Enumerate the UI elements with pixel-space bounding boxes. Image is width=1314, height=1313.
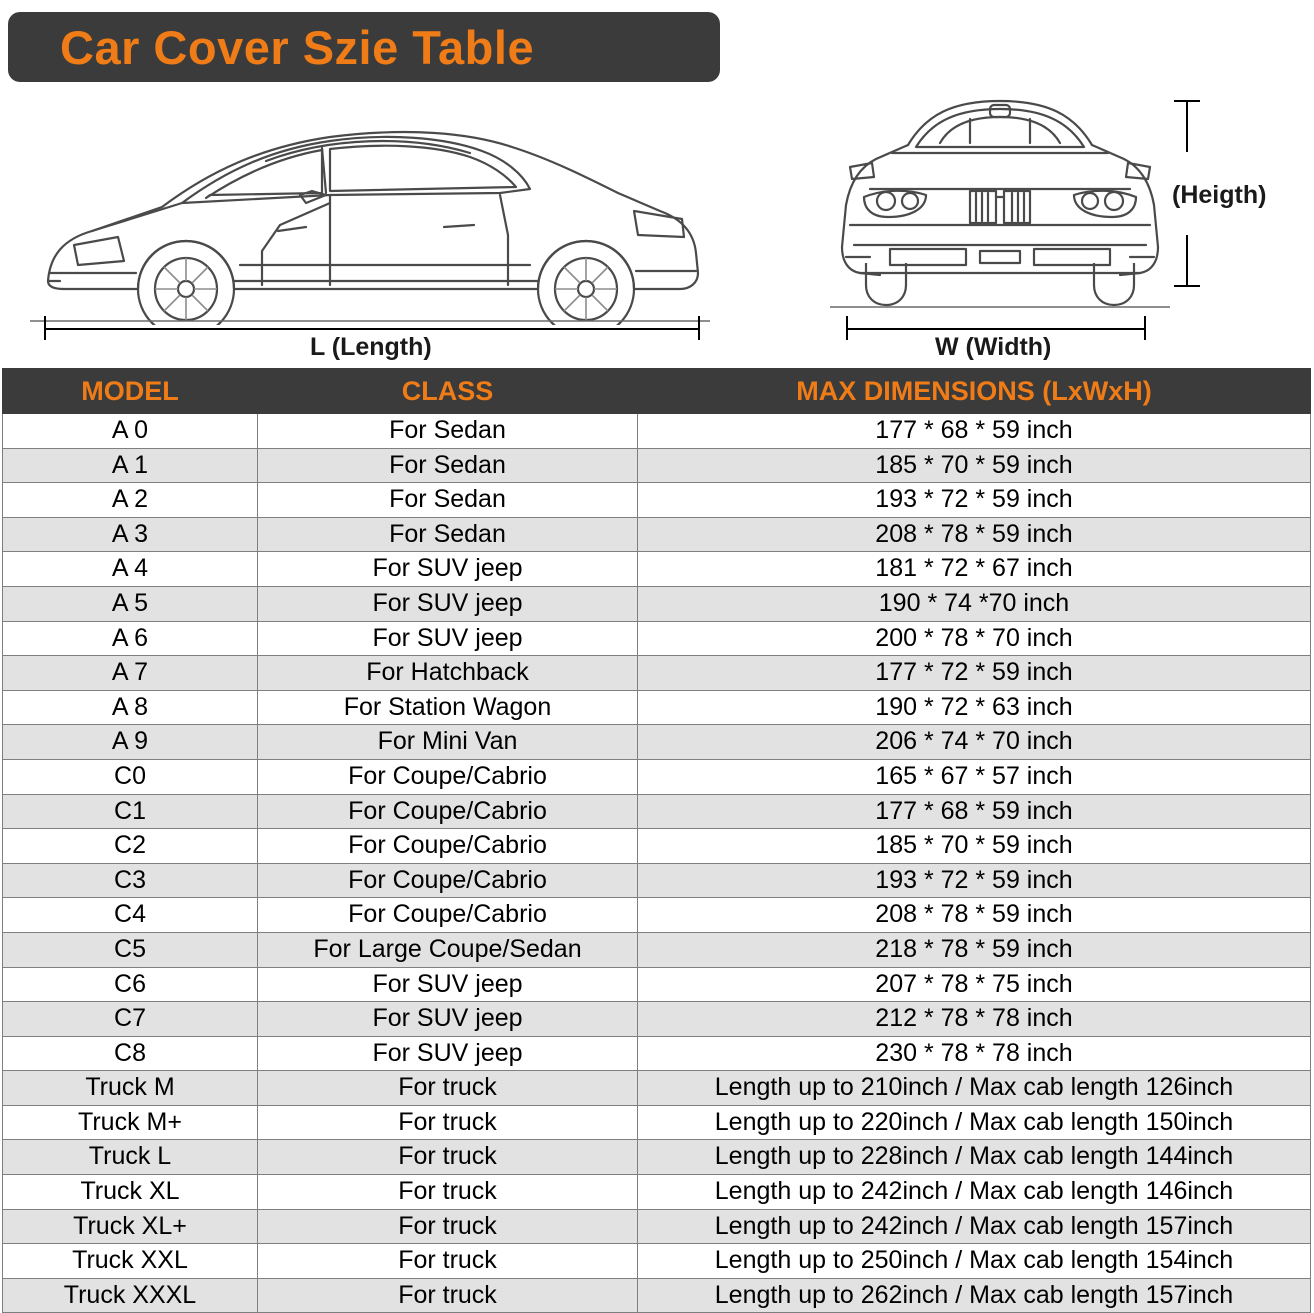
cell-model: Truck XL <box>3 1175 258 1210</box>
cell-model: A 4 <box>3 552 258 587</box>
cell-model: C2 <box>3 829 258 864</box>
cell-max-dimensions: 181 * 72 * 67 inch <box>638 552 1311 587</box>
table-row <box>3 967 1311 1002</box>
table-row <box>3 690 1311 725</box>
cell-class: For Coupe/Cabrio <box>258 759 638 794</box>
length-measure-line <box>44 328 700 330</box>
cell-model: C6 <box>3 967 258 1002</box>
cell-max-dimensions: 185 * 70 * 59 inch <box>638 829 1311 864</box>
cell-model: C5 <box>3 932 258 967</box>
cell-model: Truck XXL <box>3 1244 258 1279</box>
cell-model: A 9 <box>3 725 258 760</box>
cell-model: C8 <box>3 1036 258 1071</box>
cell-model: A 6 <box>3 621 258 656</box>
cell-class: For truck <box>258 1175 638 1210</box>
cell-model: A 7 <box>3 656 258 691</box>
header-max-dimensions: MAX DIMENSIONS (LxWxH) <box>638 369 1311 414</box>
cell-class: For truck <box>258 1105 638 1140</box>
cell-max-dimensions: 190 * 72 * 63 inch <box>638 690 1311 725</box>
table-row <box>3 759 1311 794</box>
cell-class: For Sedan <box>258 448 638 483</box>
table-row <box>3 586 1311 621</box>
cell-model: C1 <box>3 794 258 829</box>
title-banner <box>8 12 720 82</box>
cell-max-dimensions: 177 * 68 * 59 inch <box>638 414 1311 449</box>
table-row <box>3 448 1311 483</box>
cell-class: For truck <box>258 1244 638 1279</box>
cell-max-dimensions: Length up to 228inch / Max cab length 144inch <box>638 1140 1311 1175</box>
front-view-car-icon <box>830 85 1170 320</box>
cell-model: C4 <box>3 898 258 933</box>
width-measure-line <box>846 328 1146 330</box>
cell-max-dimensions: 193 * 72 * 59 inch <box>638 483 1311 518</box>
cell-class: For SUV jeep <box>258 1002 638 1037</box>
cell-max-dimensions: 208 * 78 * 59 inch <box>638 517 1311 552</box>
length-label: L (Length) <box>310 333 432 361</box>
length-measure-cap-left <box>44 316 46 340</box>
width-measure-cap-left <box>846 316 848 340</box>
cell-max-dimensions: Length up to 210inch / Max cab length 126inch <box>638 1071 1311 1106</box>
cell-max-dimensions: Length up to 262inch / Max cab length 157inch <box>638 1278 1311 1313</box>
cell-class: For SUV jeep <box>258 552 638 587</box>
cell-max-dimensions: 185 * 70 * 59 inch <box>638 448 1311 483</box>
cell-model: Truck M+ <box>3 1105 258 1140</box>
cell-model: A 0 <box>3 414 258 449</box>
cell-class: For Large Coupe/Sedan <box>258 932 638 967</box>
width-measure-cap-right <box>1144 316 1146 340</box>
cell-max-dimensions: 193 * 72 * 59 inch <box>638 863 1311 898</box>
side-view-car-icon <box>30 85 710 325</box>
height-measure-line-bottom <box>1186 235 1188 287</box>
cell-model: C3 <box>3 863 258 898</box>
table-row <box>3 1071 1311 1106</box>
page-title: Car Cover Szie Table <box>60 20 535 74</box>
table-row <box>3 656 1311 691</box>
cell-class: For Sedan <box>258 414 638 449</box>
table-row <box>3 1244 1311 1279</box>
cell-max-dimensions: 177 * 72 * 59 inch <box>638 656 1311 691</box>
cell-model: C0 <box>3 759 258 794</box>
cell-class: For Coupe/Cabrio <box>258 863 638 898</box>
cell-class: For Sedan <box>258 517 638 552</box>
height-label: (Heigth) <box>1172 181 1267 209</box>
cell-class: For Mini Van <box>258 725 638 760</box>
height-measure-cap-bottom <box>1174 285 1200 287</box>
table-row <box>3 932 1311 967</box>
cell-class: For Station Wagon <box>258 690 638 725</box>
cell-max-dimensions: 212 * 78 * 78 inch <box>638 1002 1311 1037</box>
table-row <box>3 621 1311 656</box>
cell-max-dimensions: Length up to 242inch / Max cab length 157inch <box>638 1209 1311 1244</box>
cell-class: For truck <box>258 1209 638 1244</box>
cell-model: C7 <box>3 1002 258 1037</box>
cell-class: For SUV jeep <box>258 967 638 1002</box>
cell-class: For SUV jeep <box>258 1036 638 1071</box>
cell-max-dimensions: Length up to 242inch / Max cab length 146inch <box>638 1175 1311 1210</box>
cell-model: A 5 <box>3 586 258 621</box>
cell-model: Truck XXXL <box>3 1278 258 1313</box>
table-row <box>3 1209 1311 1244</box>
cell-model: Truck M <box>3 1071 258 1106</box>
cell-max-dimensions: 230 * 78 * 78 inch <box>638 1036 1311 1071</box>
cell-class: For Sedan <box>258 483 638 518</box>
header-class: CLASS <box>258 369 638 414</box>
cell-model: Truck XL+ <box>3 1209 258 1244</box>
cell-class: For truck <box>258 1278 638 1313</box>
table-row <box>3 829 1311 864</box>
cell-max-dimensions: Length up to 220inch / Max cab length 150inch <box>638 1105 1311 1140</box>
cell-max-dimensions: 177 * 68 * 59 inch <box>638 794 1311 829</box>
table-row <box>3 1036 1311 1071</box>
cell-model: A 8 <box>3 690 258 725</box>
table-row <box>3 1175 1311 1210</box>
table-row <box>3 898 1311 933</box>
height-measure-line-top <box>1186 100 1188 152</box>
table-row <box>3 517 1311 552</box>
cell-model: Truck L <box>3 1140 258 1175</box>
cell-model: A 3 <box>3 517 258 552</box>
cell-max-dimensions: 165 * 67 * 57 inch <box>638 759 1311 794</box>
table-row <box>3 1140 1311 1175</box>
cell-class: For SUV jeep <box>258 586 638 621</box>
table-row <box>3 1105 1311 1140</box>
cell-class: For Hatchback <box>258 656 638 691</box>
table-row <box>3 1278 1311 1313</box>
cell-model: A 2 <box>3 483 258 518</box>
size-table <box>2 368 1311 1313</box>
table-row <box>3 552 1311 587</box>
table-row <box>3 794 1311 829</box>
length-measure-cap-right <box>698 316 700 340</box>
table-row <box>3 483 1311 518</box>
cell-max-dimensions: 208 * 78 * 59 inch <box>638 898 1311 933</box>
cell-class: For truck <box>258 1071 638 1106</box>
cell-class: For truck <box>258 1140 638 1175</box>
cell-class: For SUV jeep <box>258 621 638 656</box>
cell-max-dimensions: Length up to 250inch / Max cab length 154inch <box>638 1244 1311 1279</box>
cell-max-dimensions: 218 * 78 * 59 inch <box>638 932 1311 967</box>
cell-max-dimensions: 207 * 78 * 75 inch <box>638 967 1311 1002</box>
cell-class: For Coupe/Cabrio <box>258 898 638 933</box>
cell-class: For Coupe/Cabrio <box>258 794 638 829</box>
header-model: MODEL <box>3 369 258 414</box>
table-row <box>3 863 1311 898</box>
cell-max-dimensions: 200 * 78 * 70 inch <box>638 621 1311 656</box>
table-row <box>3 1002 1311 1037</box>
cell-max-dimensions: 190 * 74 *70 inch <box>638 586 1311 621</box>
cell-max-dimensions: 206 * 74 * 70 inch <box>638 725 1311 760</box>
table-row <box>3 414 1311 449</box>
table-row <box>3 725 1311 760</box>
table-header-row <box>3 369 1311 414</box>
cell-model: A 1 <box>3 448 258 483</box>
cell-class: For Coupe/Cabrio <box>258 829 638 864</box>
width-label: W (Width) <box>935 333 1052 361</box>
illustration-area <box>0 85 1314 360</box>
table-body <box>3 414 1311 1313</box>
